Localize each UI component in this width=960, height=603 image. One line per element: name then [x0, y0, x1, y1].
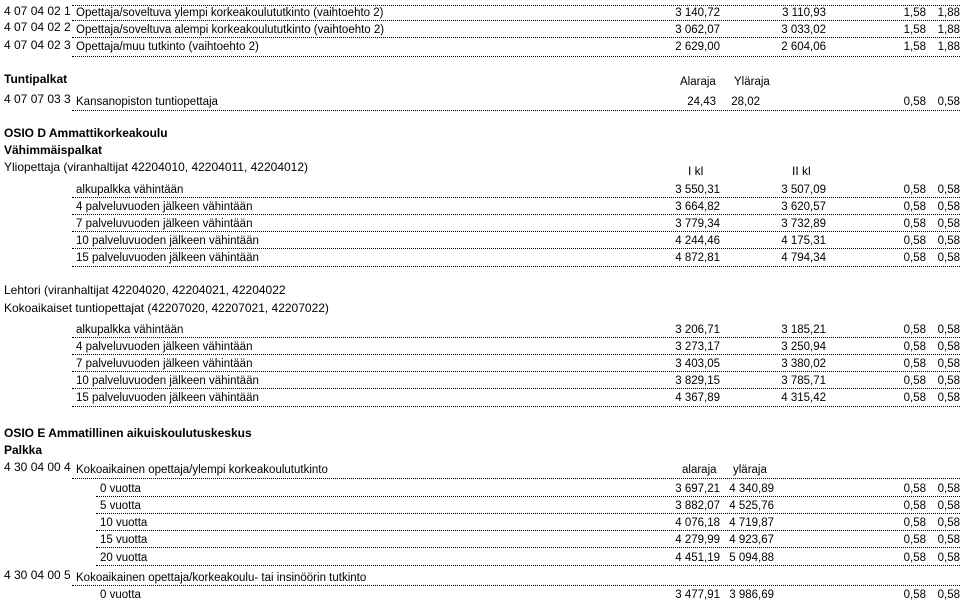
- row-desc: alkupalkka vähintään: [76, 184, 184, 196]
- value-class2: 3 185,21: [781, 324, 826, 336]
- row-rule: [96, 496, 960, 497]
- column-header-class2: II kl: [792, 164, 811, 178]
- row-desc: 10 vuotta: [100, 517, 148, 529]
- row-rule: [72, 354, 960, 355]
- percent-2: 0,58: [937, 375, 960, 387]
- row-rule: [72, 20, 960, 21]
- row-rule: [72, 248, 960, 249]
- row-rule: [96, 565, 960, 566]
- value-class2: 4 315,42: [781, 392, 826, 404]
- row-rule: [96, 530, 960, 531]
- value-class2: 4 175,31: [781, 235, 826, 247]
- row-desc: 7 palveluvuoden jälkeen vähintään: [76, 358, 253, 370]
- percent-1: 0,58: [903, 252, 926, 264]
- row-code: 4 30 04 00 4: [4, 460, 71, 474]
- row-desc: 10 palveluvuoden jälkeen vähintään: [76, 375, 259, 387]
- group-title: Kokoaikainen opettaja/korkeakoulu- tai insinöörin tutkinto: [76, 572, 367, 584]
- percent-2: 0,58: [937, 589, 960, 601]
- value-lower: 3 477,91: [675, 589, 720, 601]
- group-title: Kokoaikaiset tuntiopettajat (42207020, 42207021, 42207022): [4, 301, 329, 315]
- row-code: 4 30 04 00 5: [4, 568, 71, 582]
- row-desc: 10 palveluvuoden jälkeen vähintään: [76, 235, 259, 247]
- row-desc: Opettaja/muu tutkinto (vaihtoehto 2): [76, 41, 259, 53]
- value-class2: 3 380,02: [781, 358, 826, 370]
- row-desc: 7 palveluvuoden jälkeen vähintään: [76, 218, 253, 230]
- value-class1: 3 403,05: [675, 358, 720, 370]
- percent-2: 0,58: [937, 483, 960, 495]
- percent-2: 1,88: [937, 41, 960, 53]
- percent-1: 0,58: [903, 324, 926, 336]
- row-code: 4 07 07 03 3: [4, 92, 71, 106]
- value-class1: 3 550,31: [675, 184, 720, 196]
- row-rule: [72, 231, 960, 232]
- percent-2: 0,58: [937, 341, 960, 353]
- column-header-class1: I kl: [688, 164, 704, 178]
- percent-2: 0,58: [937, 517, 960, 529]
- row-desc: 5 vuotta: [100, 500, 141, 512]
- row-rule: [72, 197, 960, 198]
- row-desc: Opettaja/soveltuva ylempi korkeakoulututkinto (vaihtoehto 2): [76, 7, 384, 19]
- row-desc: Kansanopiston tuntiopettaja: [76, 96, 218, 108]
- value-class1: 4 367,89: [675, 392, 720, 404]
- percent-2: 0,58: [937, 552, 960, 564]
- row-desc: 0 vuotta: [100, 589, 141, 601]
- percent-1: 0,58: [903, 500, 926, 512]
- percent-2: 0,58: [937, 358, 960, 370]
- column-header-lower: Alaraja: [680, 76, 716, 88]
- value-class2: 3 732,89: [781, 218, 826, 230]
- value-lower: 4 076,18: [675, 517, 720, 529]
- value-class2: 3 785,71: [781, 375, 826, 387]
- value-class1: 3 829,15: [675, 375, 720, 387]
- row-rule: [72, 478, 960, 479]
- group-title: Kokoaikainen opettaja/ylempi korkeakoulututkinto: [76, 464, 328, 476]
- value-lower: 4 451,19: [675, 552, 720, 564]
- value-class1: 3 273,17: [675, 341, 720, 353]
- percent-2: 0,58: [937, 534, 960, 546]
- row-desc: 15 vuotta: [100, 534, 148, 546]
- percent-1: 0,58: [903, 552, 926, 564]
- value-upper: 2 604,06: [781, 41, 826, 53]
- row-code: 4 07 04 02 1: [4, 4, 71, 18]
- percent-2: 0,58: [937, 218, 960, 230]
- percent-1: 0,58: [903, 375, 926, 387]
- row-rule: [72, 406, 960, 407]
- percent-1: 1,58: [903, 24, 926, 36]
- percent-1: 0,58: [903, 517, 926, 529]
- value-lower: 3 697,21: [675, 483, 720, 495]
- percent-1: 0,58: [903, 218, 926, 230]
- value-lower: 3 140,72: [675, 7, 720, 19]
- row-desc: 15 palveluvuoden jälkeen vähintään: [76, 252, 259, 264]
- percent-2: 0,58: [937, 324, 960, 336]
- percent-1: 1,58: [903, 41, 926, 53]
- row-rule: [72, 371, 960, 372]
- section-heading: OSIO D Ammattikorkeakoulu: [4, 126, 168, 140]
- percent-2: 0,58: [937, 235, 960, 247]
- value-upper: 4 923,67: [729, 534, 774, 546]
- row-desc: 20 vuotta: [100, 552, 148, 564]
- percent-2: 1,88: [937, 24, 960, 36]
- row-rule: [72, 110, 960, 111]
- percent-2: 0,58: [937, 201, 960, 213]
- value-upper: 3 110,93: [782, 7, 826, 19]
- percent-2: 0,58: [937, 184, 960, 196]
- percent-1: 0,58: [903, 483, 926, 495]
- value-upper: 4 340,89: [729, 483, 774, 495]
- value-upper: 4 719,87: [729, 517, 774, 529]
- value-class1: 4 244,46: [675, 235, 720, 247]
- value-class1: 3 206,71: [675, 324, 720, 336]
- percent-1: 0,58: [903, 235, 926, 247]
- value-class2: 4 794,34: [781, 252, 826, 264]
- value-class1: 3 664,82: [675, 201, 720, 213]
- percent-1: 1,58: [903, 7, 926, 19]
- row-desc: 4 palveluvuoden jälkeen vähintään: [76, 341, 253, 353]
- value-upper: 5 094,88: [729, 552, 774, 564]
- row-code: 4 07 04 02 2: [4, 20, 71, 34]
- value-class2: 3 620,57: [781, 201, 826, 213]
- percent-2: 1,88: [937, 7, 960, 19]
- percent-1: 0,58: [903, 589, 926, 601]
- row-rule: [72, 266, 960, 267]
- value-class1: 3 779,34: [675, 218, 720, 230]
- value-upper: 3 986,69: [729, 589, 774, 601]
- percent-2: 0,58: [937, 252, 960, 264]
- percent-1: 0,58: [903, 184, 926, 196]
- row-rule: [72, 585, 960, 586]
- column-header-upper: yläraja: [733, 464, 767, 476]
- value-upper: 3 033,02: [781, 24, 826, 36]
- value-lower: 24,43: [687, 96, 716, 108]
- percent-1: 0,58: [903, 201, 926, 213]
- row-desc: 4 palveluvuoden jälkeen vähintään: [76, 201, 253, 213]
- percent-2: 0,58: [937, 392, 960, 404]
- column-header-lower: alaraja: [682, 464, 717, 476]
- value-lower: 2 629,00: [675, 41, 720, 53]
- row-rule: [96, 547, 960, 548]
- group-title: Yliopettaja (viranhaltijat 42204010, 42204011, 42204012): [4, 160, 309, 174]
- value-upper: 4 525,76: [729, 500, 774, 512]
- row-rule: [72, 56, 960, 57]
- row-desc: 0 vuotta: [100, 483, 141, 495]
- column-header-upper: Yläraja: [734, 76, 770, 88]
- row-rule: [72, 388, 960, 389]
- percent-2: 0,58: [937, 500, 960, 512]
- row-rule: [72, 214, 960, 215]
- value-upper: 28,02: [731, 96, 760, 108]
- value-lower: 3 062,07: [675, 24, 720, 36]
- row-rule: [72, 37, 960, 38]
- section-heading: Tuntipalkat: [4, 72, 68, 86]
- row-rule: [96, 513, 960, 514]
- percent-2: 0,58: [937, 96, 960, 108]
- row-desc: Opettaja/soveltuva alempi korkeakoulututkinto (vaihtoehto 2): [76, 24, 385, 36]
- row-desc: alkupalkka vähintään: [76, 324, 184, 336]
- row-code: 4 07 04 02 3: [4, 38, 71, 52]
- percent-1: 0,58: [903, 392, 926, 404]
- value-class1: 4 872,81: [675, 252, 720, 264]
- value-class2: 3 250,94: [781, 341, 826, 353]
- row-rule: [72, 337, 960, 338]
- value-lower: 3 882,07: [675, 500, 720, 512]
- section-subheading: Vähimmäispalkat: [4, 143, 103, 157]
- section-heading: OSIO E Ammatillinen aikuiskoulutuskeskus: [4, 426, 252, 440]
- row-desc: 15 palveluvuoden jälkeen vähintään: [76, 392, 259, 404]
- group-title: Lehtori (viranhaltijat 42204020, 42204021, 42204022: [4, 283, 286, 297]
- value-class2: 3 507,09: [781, 184, 826, 196]
- value-lower: 4 279,99: [675, 534, 720, 546]
- percent-1: 0,58: [903, 358, 926, 370]
- percent-1: 0,58: [903, 341, 926, 353]
- percent-1: 0,58: [903, 96, 926, 108]
- section-subheading: Palkka: [4, 443, 43, 457]
- percent-1: 0,58: [903, 534, 926, 546]
